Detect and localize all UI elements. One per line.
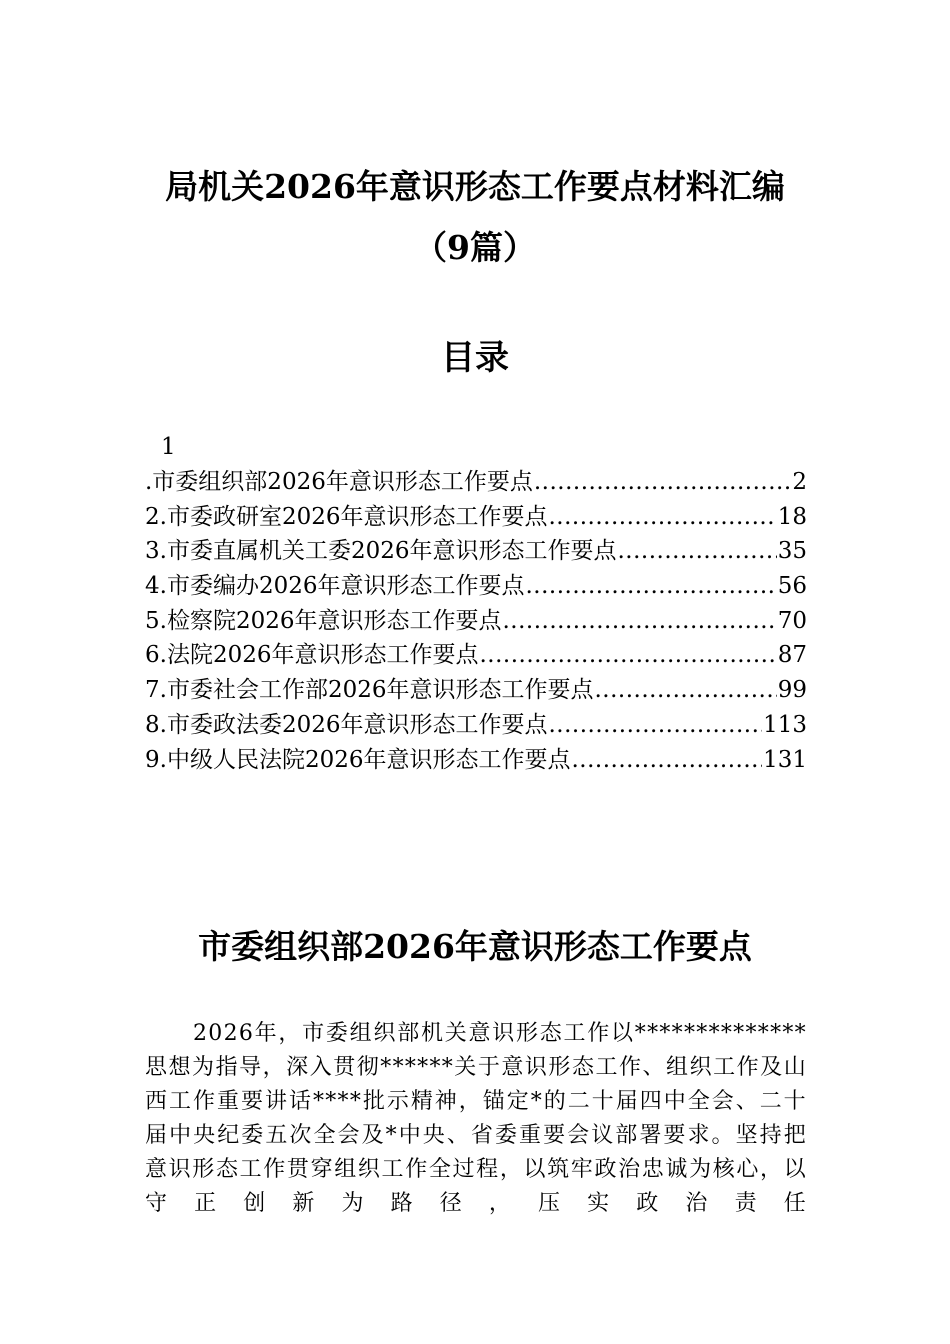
toc-item-1[interactable] [145,465,807,500]
toc-leader-dots [534,465,792,500]
toc-leader-dots [617,534,776,569]
toc-leader-dots [525,569,776,604]
toc-item-label: 9.中级人民法院2026年意识形态工作要点 [145,746,571,773]
toc-item-9[interactable] [145,743,807,778]
document-subtitle-count: （9篇） [414,228,536,267]
toc-item-5[interactable] [145,604,807,639]
toc-item-label: 5.检察院2026年意识形态工作要点 [145,607,502,634]
document-title: 局机关2026年意识形态工作要点材料汇编 [165,167,785,206]
toc-leader-dots [502,604,776,639]
toc-item-6[interactable] [145,638,807,673]
section-title: 市委组织部2026年意识形态工作要点 [198,927,752,966]
toc-item-label: 8.市委政法委2026年意识形态工作要点 [145,711,548,738]
toc-item-3[interactable] [145,534,807,569]
toc-item-page: 70 [777,607,807,634]
toc-item-label: .市委组织部2026年意识形态工作要点 [145,469,533,495]
toc-leader-dots [479,638,776,673]
toc-item-8[interactable] [145,708,807,743]
toc-item-label: 4.市委编办2026年意识形态工作要点 [145,573,525,600]
toc-item-label: 2.市委政研室2026年意识形态工作要点 [145,503,548,530]
toc-leader-dots [571,743,762,778]
toc-item-page: 131 [763,746,807,773]
toc-item-label: 7.市委社会工作部2026年意识形态工作要点 [145,677,594,704]
toc-item-label: 3.市委直属机关工委2026年意识形态工作要点 [145,538,617,565]
toc-item-label: 6.法院2026年意识形态工作要点 [145,642,479,669]
toc-item-4[interactable] [145,569,807,604]
toc-leader-dots [594,673,776,708]
toc-leader-dots [548,500,776,535]
toc-list [145,465,807,777]
toc-item-page: 18 [777,503,807,530]
toc-heading: 目录 [441,338,509,378]
toc-item-page: 2 [792,469,807,495]
toc-first-number: 1 [161,434,176,460]
toc-item-7[interactable] [145,673,807,708]
body-paragraph: 2026年，市委组织部机关意识形态工作以**************思想为指导，深入贯彻******关于意识形态工作、组织工作及山西工作重要讲话****批示精神，锚定*的二十届四中全会、二十届中央纪委五次全会及*中央、省委重要会议部署要求。坚持把意识形态工作贯穿组织工作全过程，以筑牢政治忠诚为核心，以守正创新为路径，压实政治责任 [145,1021,807,1216]
toc-item-2[interactable] [145,500,807,535]
toc-item-page: 99 [777,677,807,704]
toc-item-page: 113 [763,711,807,738]
toc-leader-dots [548,708,762,743]
toc-item-page: 56 [777,573,807,600]
toc-item-page: 87 [777,642,807,669]
toc-item-page: 35 [777,538,807,565]
